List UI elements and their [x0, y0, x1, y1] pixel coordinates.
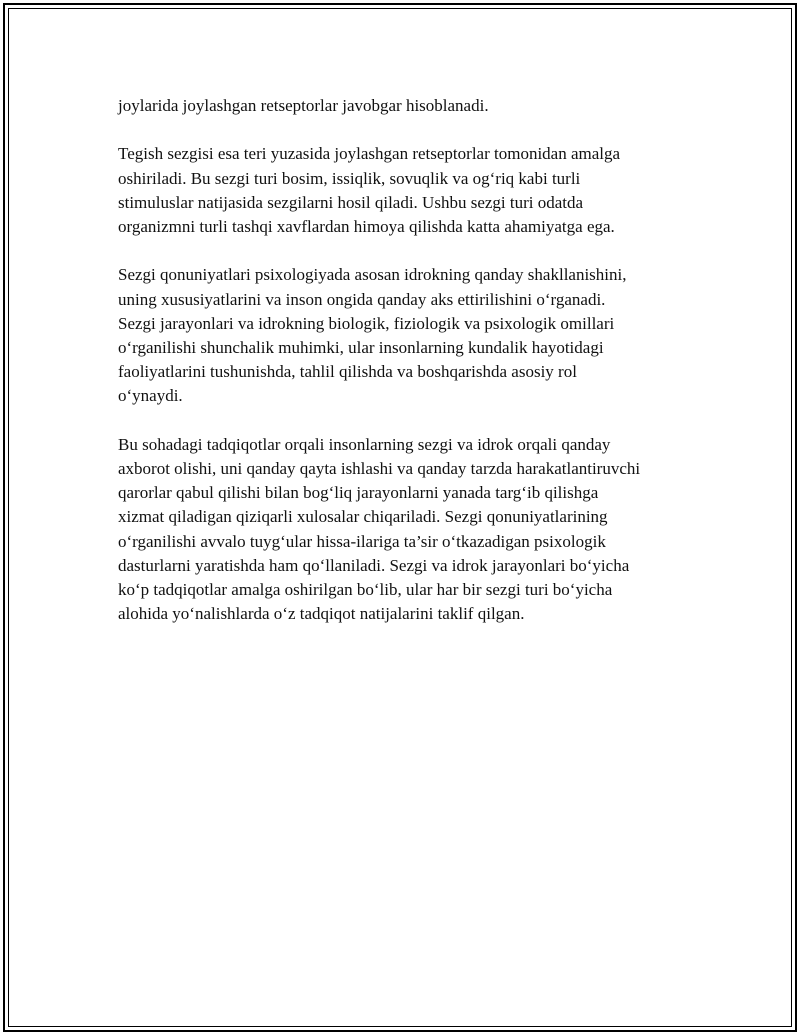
text-line: o‘rganilishi avvalo tuyg‘ular hissa-ilariga ta’sir o‘tkazadigan psixologik	[118, 531, 606, 551]
text-line: ko‘p tadqiqotlar amalga oshirilgan bo‘lib, ular har bir sezgi turi bo‘yicha	[118, 580, 613, 600]
document-body	[118, 94, 698, 651]
text-line: Tegish sezgisi esa teri yuzasida joylashgan retseptorlar tomonidan amalga	[118, 144, 621, 164]
text-line: joylarida joylashgan retseptorlar javobgar hisoblanadi.	[118, 96, 489, 115]
text-line: o‘ynaydi.	[118, 386, 183, 406]
paragraph-1	[118, 94, 698, 118]
text-line: axborot olishi, uni qanday qayta ishlashi va qanday tarzda harakatlantiruvchi	[118, 459, 641, 478]
text-line: alohida yo‘nalishlarda o‘z tadqiqot natijalarini taklif qilgan.	[118, 604, 525, 624]
paragraph-2	[118, 142, 698, 239]
text-line: xizmat qiladigan qiziqarli xulosalar chiqariladi. Sezgi qonuniyatlarining	[118, 507, 608, 527]
text-line: oshiriladi. Bu sezgi turi bosim, issiqlik, sovuqlik va og‘riq kabi turli	[118, 168, 581, 188]
text-line: uning xususiyatlarini va inson ongida qanday aks ettirilishini o‘rganadi.	[118, 289, 606, 309]
text-line: dasturlarni yaratishda ham qo‘llaniladi. Sezgi va idrok jarayonlari bo‘yicha	[118, 555, 630, 575]
text-line: qarorlar qabul qilishi bilan bog‘liq jarayonlarni yanada targ‘ib qilishga	[118, 483, 599, 503]
text-line: Sezgi qonuniyatlari psixologiyada asosan idrokning qanday shakllanishini,	[118, 265, 627, 285]
text-line: faoliyatlarini tushunishda, tahlil qilishda va boshqarishda asosiy rol	[118, 362, 577, 382]
text-line: organizmni turli tashqi xavflardan himoya qilishda katta ahamiyatga ega.	[118, 217, 615, 236]
text-line: stimuluslar natijasida sezgilarni hosil qiladi. Ushbu sezgi turi odatda	[118, 192, 584, 212]
paragraph-4	[118, 433, 698, 627]
text-line: Sezgi jarayonlari va idrokning biologik, fiziologik va psixologik omillari	[118, 313, 615, 333]
paragraph-3	[118, 263, 698, 408]
text-line: o‘rganilishi shunchalik muhimki, ular insonlarning kundalik hayotidagi	[118, 338, 604, 357]
text-line: Bu sohadagi tadqiqotlar orqali insonlarning sezgi va idrok orqali qanday	[118, 434, 611, 454]
